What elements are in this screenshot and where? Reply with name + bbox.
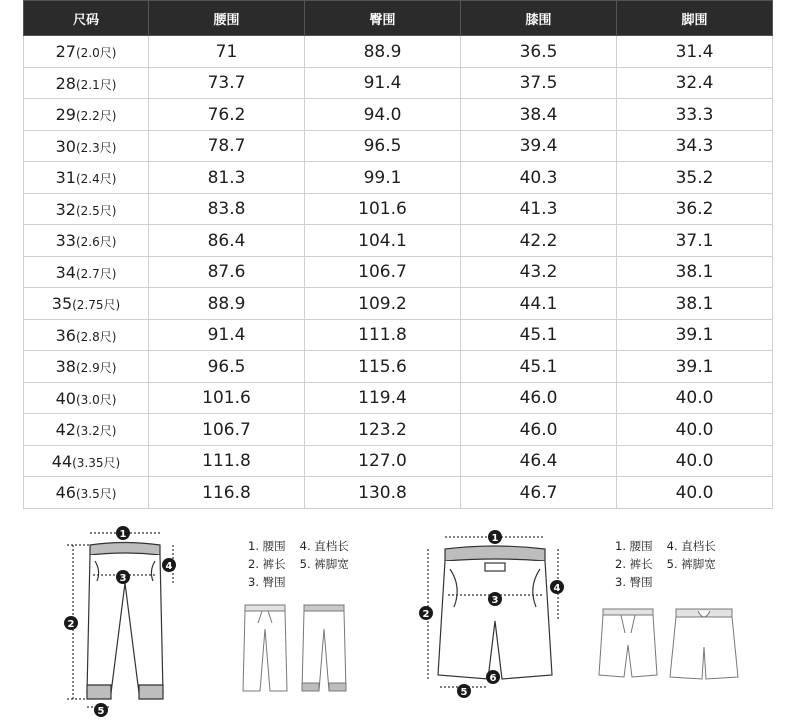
size-chi: (2.0尺): [75, 46, 117, 60]
size-cell: [24, 162, 149, 194]
knee-cell: 37.5: [461, 68, 617, 99]
foot-cell: 39.1: [617, 351, 773, 383]
knee-cell: 46.0: [461, 383, 617, 414]
hip-cell: 96.5: [305, 131, 461, 162]
knee-cell: 41.3: [461, 194, 617, 225]
size-cell: [24, 194, 149, 225]
pants-sketch-front: [240, 601, 290, 696]
waist-cell: 101.6: [149, 383, 305, 414]
shorts-marker-3: 3: [491, 595, 499, 606]
size-chi: (2.5尺): [75, 203, 117, 218]
header-size: 尺码: [24, 1, 149, 36]
pants-legend-item: 1. 腰围: [248, 539, 286, 553]
knee-cell: 45.1: [461, 320, 617, 351]
size-chi: (3.2尺): [75, 424, 117, 438]
shorts-marker-5: 5: [460, 687, 468, 698]
foot-cell: 34.3: [617, 131, 773, 162]
hip-cell: 94.0: [305, 99, 461, 131]
shorts-legend: [615, 537, 716, 591]
pants-legend-item: 5. 裤脚宽: [299, 557, 349, 571]
size-cell: [24, 446, 149, 477]
size-chi: (2.8尺): [75, 329, 117, 344]
foot-cell: 33.3: [617, 99, 773, 131]
size-number: 33: [55, 231, 76, 250]
table-row: [24, 320, 773, 351]
shorts-marker-2: 2: [422, 609, 430, 620]
hip-cell: 88.9: [305, 36, 461, 68]
size-cell: [24, 383, 149, 414]
table-row: [24, 131, 773, 162]
hip-cell: 104.1: [305, 225, 461, 257]
size-cell: [24, 288, 149, 320]
size-number: 28: [55, 73, 76, 93]
table-row: [24, 414, 773, 446]
pants-legend: [248, 537, 349, 591]
waist-cell: 78.7: [149, 131, 305, 162]
waist-cell: 73.7: [149, 68, 305, 99]
table-row: [24, 383, 773, 414]
size-chi: (2.4尺): [75, 172, 117, 186]
foot-cell: 39.1: [617, 320, 773, 351]
pants-legend-item: 4. 直档长: [299, 539, 349, 553]
foot-cell: 37.1: [617, 225, 773, 257]
header-hip: 臀围: [305, 1, 461, 36]
shorts-legend-item: 2. 裤长: [615, 557, 653, 571]
size-cell: [24, 320, 149, 351]
size-table: [23, 0, 773, 509]
knee-cell: 39.4: [461, 131, 617, 162]
size-chi: (2.6尺): [75, 235, 117, 249]
foot-cell: 35.2: [617, 162, 773, 194]
size-cell: [24, 477, 149, 509]
size-number: 31: [55, 168, 76, 187]
pants-marker-2: 2: [67, 619, 75, 630]
knee-cell: 36.5: [461, 36, 617, 68]
size-diagram: [0, 505, 797, 717]
waist-cell: 88.9: [149, 288, 305, 320]
knee-cell: 46.4: [461, 446, 617, 477]
foot-cell: 40.0: [617, 414, 773, 446]
hip-cell: 119.4: [305, 383, 461, 414]
waist-cell: 83.8: [149, 194, 305, 225]
size-cell: [24, 225, 149, 257]
size-number: 42: [55, 420, 76, 439]
waist-cell: 116.8: [149, 477, 305, 509]
knee-cell: 46.0: [461, 414, 617, 446]
foot-cell: 38.1: [617, 288, 773, 320]
size-number: 35: [51, 294, 73, 313]
size-cell: [24, 131, 149, 162]
waist-cell: 86.4: [149, 225, 305, 257]
hip-cell: 123.2: [305, 414, 461, 446]
size-chi: (2.7尺): [75, 266, 117, 281]
table-row: [24, 351, 773, 383]
foot-cell: 31.4: [617, 36, 773, 68]
pants-marker-4: 4: [165, 561, 173, 572]
pants-legend-item: 2. 裤长: [248, 557, 286, 571]
waist-cell: 96.5: [149, 351, 305, 383]
table-body: [24, 36, 773, 509]
pants-marker-5: 5: [97, 706, 105, 717]
waist-cell: 71: [149, 36, 305, 68]
size-cell: [24, 36, 149, 68]
shorts-sketch-back: [668, 605, 740, 683]
size-chi: (3.5尺): [75, 487, 117, 501]
foot-cell: 40.0: [617, 446, 773, 477]
hip-cell: 101.6: [305, 194, 461, 225]
size-number: 40: [55, 388, 76, 408]
shorts-illustration: [410, 525, 580, 725]
table-row: [24, 99, 773, 131]
foot-cell: 40.0: [617, 383, 773, 414]
size-number: 36: [55, 325, 76, 345]
size-chi: (2.75尺): [72, 298, 121, 312]
table-row: [24, 225, 773, 257]
shorts-legend-item: 4. 直档长: [666, 539, 716, 553]
knee-cell: 44.1: [461, 288, 617, 320]
long-pants-illustration: [55, 523, 195, 723]
size-chi: (2.3尺): [75, 140, 117, 155]
waist-cell: 81.3: [149, 162, 305, 194]
table-header-row: [24, 1, 773, 36]
size-chi: (2.9尺): [75, 361, 117, 375]
knee-cell: 46.7: [461, 477, 617, 509]
knee-cell: 38.4: [461, 99, 617, 131]
size-number: 32: [55, 199, 76, 219]
size-number: 46: [55, 483, 76, 502]
size-number: 44: [51, 451, 73, 471]
hip-cell: 130.8: [305, 477, 461, 509]
knee-cell: 40.3: [461, 162, 617, 194]
size-cell: [24, 257, 149, 288]
table-row: [24, 257, 773, 288]
waist-cell: 91.4: [149, 320, 305, 351]
knee-cell: 45.1: [461, 351, 617, 383]
shorts-legend-item: 1. 腰围: [615, 539, 653, 553]
hip-cell: 115.6: [305, 351, 461, 383]
size-chi: (2.2尺): [75, 109, 117, 123]
pants-marker-3: 3: [119, 573, 127, 584]
header-foot: 脚围: [617, 1, 773, 36]
pants-sketch-back: [299, 601, 349, 696]
table-row: [24, 162, 773, 194]
foot-cell: 32.4: [617, 68, 773, 99]
hip-cell: 111.8: [305, 320, 461, 351]
size-chi: (3.35尺): [72, 455, 121, 470]
hip-cell: 127.0: [305, 446, 461, 477]
table-row: [24, 68, 773, 99]
size-cell: [24, 351, 149, 383]
size-number: 30: [55, 136, 76, 156]
foot-cell: 40.0: [617, 477, 773, 509]
size-chi: (2.1尺): [75, 77, 117, 92]
size-number: 27: [55, 42, 76, 61]
knee-cell: 42.2: [461, 225, 617, 257]
shorts-sketch-front: [597, 605, 659, 683]
table-row: [24, 36, 773, 68]
waist-cell: 106.7: [149, 414, 305, 446]
size-number: 34: [55, 262, 76, 282]
shorts-marker-1: 1: [491, 533, 499, 544]
table-row: [24, 477, 773, 509]
size-cell: [24, 68, 149, 99]
size-number: 29: [55, 105, 76, 124]
header-knee: 膝围: [461, 1, 617, 36]
table-row: [24, 446, 773, 477]
size-chi: (3.0尺): [75, 392, 117, 407]
hip-cell: 99.1: [305, 162, 461, 194]
table-row: [24, 194, 773, 225]
shorts-marker-4: 4: [553, 583, 561, 594]
waist-cell: 76.2: [149, 99, 305, 131]
shorts-marker-6: 6: [489, 673, 497, 684]
hip-cell: 91.4: [305, 68, 461, 99]
pants-marker-1: 1: [119, 529, 127, 540]
knee-cell: 43.2: [461, 257, 617, 288]
table-row: [24, 288, 773, 320]
waist-cell: 111.8: [149, 446, 305, 477]
size-cell: [24, 99, 149, 131]
pants-legend-item: 3. 臀围: [248, 575, 286, 589]
hip-cell: 106.7: [305, 257, 461, 288]
header-waist: 腰围: [149, 1, 305, 36]
hip-cell: 109.2: [305, 288, 461, 320]
size-cell: [24, 414, 149, 446]
waist-cell: 87.6: [149, 257, 305, 288]
foot-cell: 36.2: [617, 194, 773, 225]
shorts-legend-item: 5. 裤脚宽: [666, 557, 716, 571]
shorts-legend-item: 3. 臀围: [615, 575, 653, 589]
size-number: 38: [55, 357, 76, 376]
foot-cell: 38.1: [617, 257, 773, 288]
